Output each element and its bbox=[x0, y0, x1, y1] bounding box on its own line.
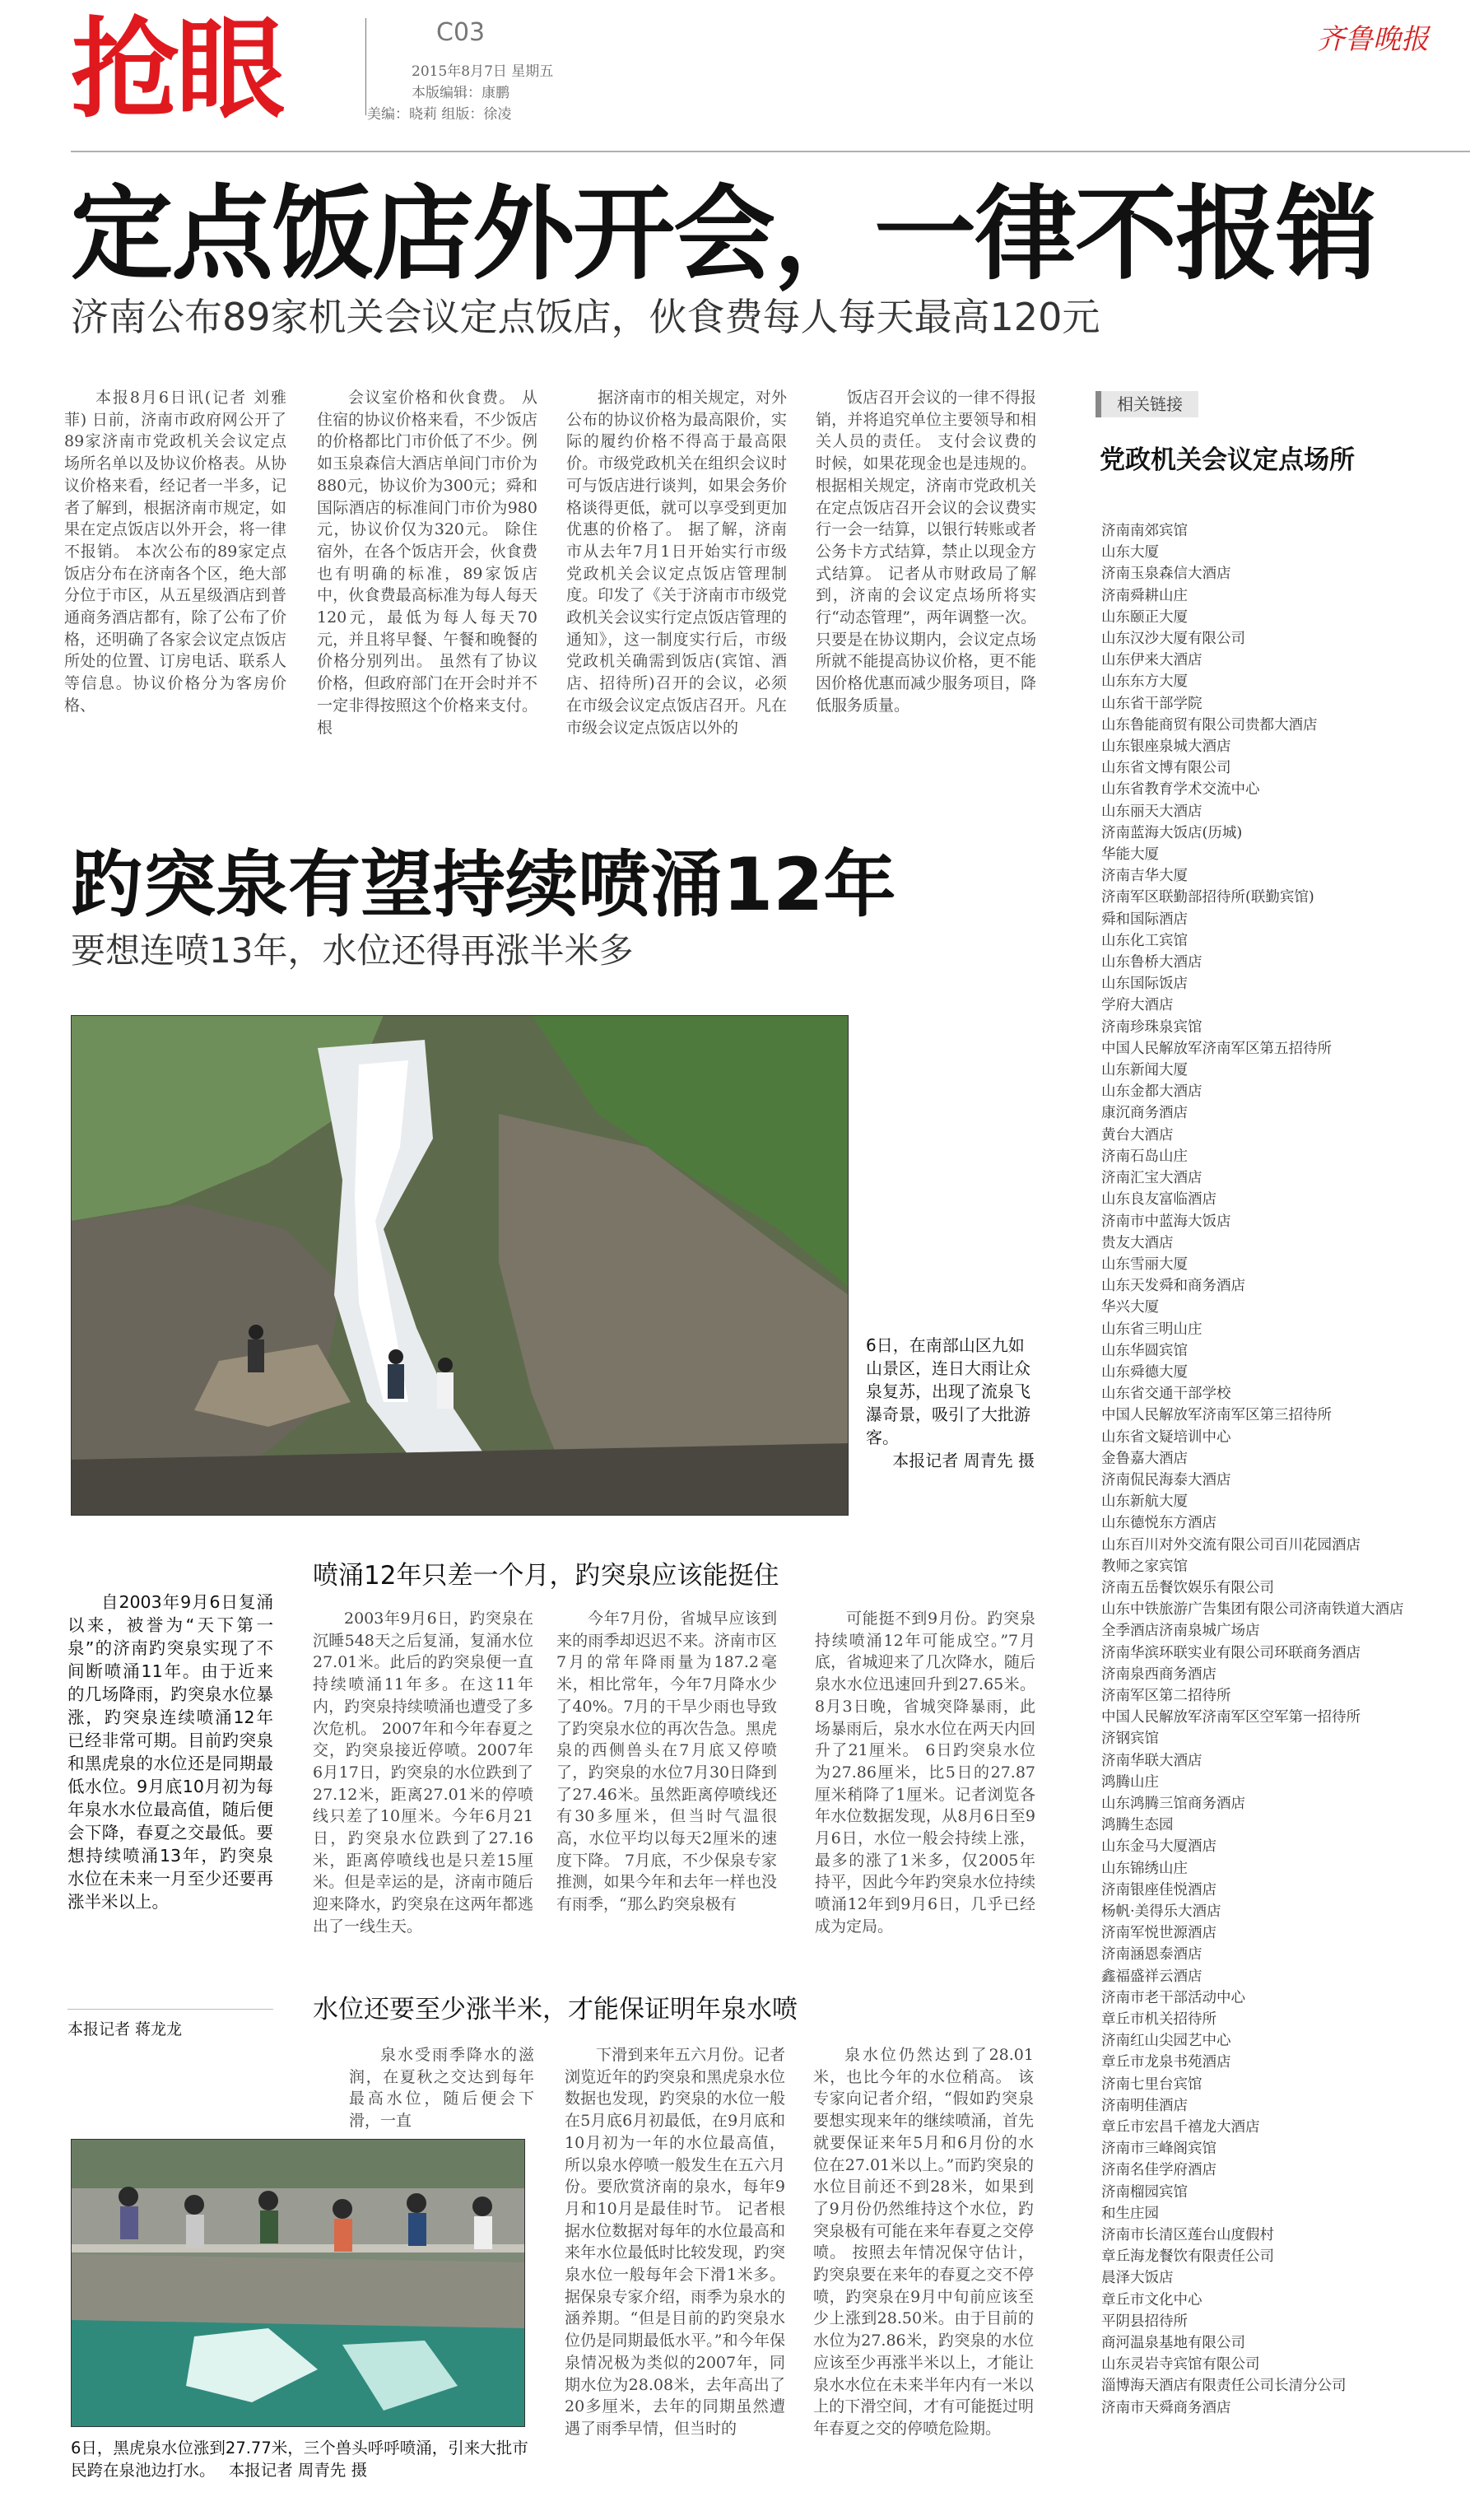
venue-item: 山东国际饭店 bbox=[1101, 976, 1188, 993]
venue-item: 山东颐正大厦 bbox=[1101, 608, 1188, 626]
story1-column-3: 据济南市的相关规定，对外公布的协议价格为最高限价，实际的履约价格不得高于最高限价。市级党政机关在组织会议时可与饭店进行谈判，如果会务价格谈得更低，就可以享受到更加优惠的价格了。 据了解，济南市从去年7月1日开始实行市级党政机关会议定点饭店管理制度。印发了《关于济南市市级党政机关会议实行定点饭店管理的通知》，这一制度实行后，市级党政机关确需到饭店(宾馆、酒店、招待所)召开的会议，必须在市级会议定点饭店召开。凡在市级会议定点饭店以外的 bbox=[566, 389, 787, 737]
venue-item: 山东省文疑培训中心 bbox=[1101, 1428, 1231, 1446]
waterfall-photo bbox=[71, 1015, 849, 1516]
venue-item: 教师之家宾馆 bbox=[1101, 1558, 1188, 1575]
venue-item: 山东鲁桥大酒店 bbox=[1101, 954, 1203, 971]
venue-item: 济南七里台宾馆 bbox=[1101, 2075, 1203, 2093]
venue-item: 山东鸿腾三馆商务酒店 bbox=[1101, 1795, 1245, 1812]
story2-subheadline: 要想连喷13年，水位还得再涨半米多 bbox=[71, 930, 634, 971]
venue-list bbox=[1101, 520, 1472, 2419]
venue-item: 山东中铁旅游广告集团有限公司济南铁道大酒店 bbox=[1101, 1601, 1404, 1619]
venue-item: 章丘海龙餐饮有限责任公司 bbox=[1101, 2248, 1274, 2266]
story1-column-4: 饭店召开会议的一律不得报销，并将追究单位主要领导和相关人员的责任。 支付会议费的时候，如果花现金也是违规的。根据相关规定，济南市党政机关在定点饭店召开会议的会议费实行一会一结算，以银行转账或者公务卡方式结算，禁止以现金方式结算。 记者从市财政局了解到，济南的会议定点场所将实行“动态管理”，两年调整一次。只要是在协议期内，会议定点场所就不能提高协议价格，更不能因价格优惠而减少服务项目，降低服务质量。 bbox=[816, 389, 1036, 715]
venue-item: 康沉商务酒店 bbox=[1101, 1105, 1188, 1122]
venue-item: 山东百川对外交流有限公司百川花园酒店 bbox=[1101, 1536, 1361, 1554]
venue-item: 山东大厦 bbox=[1101, 544, 1159, 561]
waterfall-credit: 本报记者 周青先 摄 bbox=[892, 1451, 1035, 1470]
story1-column-1: 本报8月6日讯(记者 刘雅菲) 日前，济南市政府网公开了89家济南市党政机关会议定点场所名单以及协议价格表。从协议价格来看，经记者一半多，记者了解到，根据济南市规定，如果在定点饭店以外开会，将一律不报销。 本次公布的89家定点饭店分布在济南各个区，绝大部分位于市区，从五星级酒店到普通商务酒店都有，除了公布了价格，还明确了各家会议定点饭店所处的位置、订房电话、联系人等信息。协议价格分为客房价格、 bbox=[64, 389, 286, 715]
venue-item: 华能大厦 bbox=[1101, 846, 1159, 864]
venue-item: 山东华圆宾馆 bbox=[1101, 1342, 1188, 1359]
venue-item: 华兴大厦 bbox=[1101, 1299, 1159, 1316]
venue-item: 山东丽天大酒店 bbox=[1101, 803, 1203, 820]
venue-item: 山东伊来大酒店 bbox=[1101, 652, 1203, 669]
venue-item: 济南华联大酒店 bbox=[1101, 1752, 1203, 1769]
page-number: C03 bbox=[436, 18, 486, 47]
venue-item: 山东新航大厦 bbox=[1101, 1493, 1188, 1511]
venue-item: 济南军悦世源酒店 bbox=[1101, 1925, 1217, 1942]
venue-item: 济南五岳餐饮娱乐有限公司 bbox=[1101, 1579, 1274, 1596]
venue-item: 山东新闻大厦 bbox=[1101, 1062, 1188, 1079]
story2-s1-column-2: 今年7月份，省城早应该到来的雨季却迟迟不来。济南市区7月的常年降雨量为187.2毫米，相比常年，今年7月降水少了40%。7月的干旱少雨也导致了趵突泉水位的再次告急。黑虎泉的西侧兽头在7月底又停喷了，趵突泉的水位7月30日降到了27.46米。虽然距离停喷线还有30多厘米，但当时气温很高，水位平均以每天2厘米的速度下降。 7月底，不少保泉专家推测，如果今年和去年一样也没有雨季，“那么趵突泉极有 bbox=[556, 1610, 777, 1914]
story2-s1-column-1: 2003年9月6日，趵突泉在沉睡548天之后复涌，复涌水位27.01米。此后的趵突泉便一直持续喷涌11年多。在这11年内，趵突泉持续喷涌也遭受了多次危机。 2007年和今年春夏之交，趵突泉接近停喷。2007年6月17日，趵突泉的水位跌到了27.12米，距离27.01米的停喷线只差了10厘米。今年6月21日，趵突泉水位跌到了27.16米，距离停喷线也是只差15厘米。但是幸运的是，济南市随后迎来降水，趵突泉在这两年都逃出了一线生天。 bbox=[313, 1610, 533, 1936]
story2-s2-column-3: 泉水位仍然达到了28.01米，也比今年的水位稍高。 该专家向记者介绍，“假如趵突泉要想实现来年的继续喷涌，首先就要保证来年5月和6月份的水位在27.01米以上。”而趵突泉的水位目前还不到28米，如果到了9月份仍然维持这个水位，趵突泉极有可能在来年春夏之交停喷。 按照去年情况保守估计，趵突泉要在来年的春夏之交不停喷，趵突泉在9月中旬前应该至少上涨到28.50米。由于目前的水位为27.86米，趵突泉的水位应该至少再涨半米以上，才能让泉水水位在未来半年内有一米以上的下滑空间，才有可能挺过明年春夏之交的停喷危险期。 bbox=[813, 2046, 1034, 2438]
editor-line: 本版编辑：康鹏 bbox=[412, 85, 509, 101]
venue-item: 山东金都大酒店 bbox=[1101, 1083, 1203, 1101]
sidebar-tag: 相关链接 bbox=[1101, 391, 1198, 417]
venue-item: 平阴县招待所 bbox=[1101, 2313, 1188, 2330]
spring-caption-box bbox=[71, 2437, 532, 2507]
venue-item: 济南汇宝大酒店 bbox=[1101, 1170, 1203, 1187]
venue-item: 山东省交通干部学校 bbox=[1101, 1386, 1231, 1403]
venue-item: 商河温泉基地有限公司 bbox=[1101, 2335, 1245, 2352]
story2-s2-column-1: 泉水受雨季降水的滋润，在夏秋之交达到每年最高水位，随后便会下滑，一直 bbox=[349, 2046, 534, 2131]
waterfall-illustration bbox=[71, 1015, 849, 1516]
date-line: 2015年8月7日 星期五 bbox=[412, 63, 554, 80]
venue-item: 章丘市机关招待所 bbox=[1101, 2011, 1217, 2029]
venue-item: 济南市长清区莲台山度假村 bbox=[1101, 2227, 1274, 2244]
venue-item: 章丘市龙泉书苑酒店 bbox=[1101, 2054, 1231, 2071]
venue-item: 中国人民解放军济南军区第五招待所 bbox=[1101, 1040, 1332, 1057]
venue-item: 黄台大酒店 bbox=[1101, 1126, 1174, 1144]
venue-item: 山东鲁能商贸有限公司贵都大酒店 bbox=[1101, 716, 1318, 734]
venue-item: 山东德悦东方酒店 bbox=[1101, 1515, 1217, 1532]
venue-item: 全季酒店济南泉城广场店 bbox=[1101, 1623, 1260, 1640]
venue-item: 山东省文博有限公司 bbox=[1101, 760, 1231, 777]
story2-reporter: 本报记者 蒋龙龙 bbox=[67, 2020, 183, 2038]
venue-item: 晨泽大饭店 bbox=[1101, 2270, 1174, 2287]
story2-headline: 趵突泉有望持续喷涌12年 bbox=[71, 842, 896, 927]
spring-illustration bbox=[71, 2139, 525, 2427]
venue-item: 学府大酒店 bbox=[1101, 997, 1174, 1014]
venue-item: 金鲁嘉大酒店 bbox=[1101, 1450, 1188, 1467]
venue-item: 济南军区联勤部招待所(联勤宾馆) bbox=[1101, 889, 1314, 906]
venue-item: 山东良友富临酒店 bbox=[1101, 1191, 1217, 1209]
venue-item: 章丘市宏昌千禧龙大酒店 bbox=[1101, 2119, 1260, 2136]
story2-subhead-1: 喷涌12年只差一个月，趵突泉应该能挺住 bbox=[313, 1561, 779, 1591]
venue-item: 济南华滨环联实业有限公司环联商务酒店 bbox=[1101, 1644, 1361, 1661]
story2-lead: 自2003年9月6日复涌以来，被誉为“天下第一泉”的济南趵突泉实现了不间断喷涌11年。由于近来的几场降雨，趵突泉水位暴涨，趵突泉连续喷涌12年已经非常可期。目前趵突泉和黑虎泉的水位还是同期最低水位。9月底10月初为每年泉水水位最高值，随后便会下降，春夏之交最低。要想持续喷涌13年，趵突泉水位在未来一月至少还要再涨半米以上。 bbox=[67, 1592, 273, 1912]
venue-item: 山东汉沙大厦有限公司 bbox=[1101, 631, 1245, 648]
venue-item: 鑫福盛祥云酒店 bbox=[1101, 1968, 1203, 1985]
waterfall-caption: 6日，在南部山区九如山景区，连日大雨让众泉复苏，出现了流泉飞瀑奇景，吸引了大批游客。 bbox=[866, 1335, 1030, 1447]
venue-item: 济南舜耕山庄 bbox=[1101, 587, 1188, 604]
spring-caption: 6日，黑虎泉水位涨到27.77米，三个兽头呼呼喷涌，引来大批市民跨在泉池边打水。 bbox=[71, 2439, 528, 2480]
venue-item: 山东省教育学术交流中心 bbox=[1101, 781, 1260, 799]
venue-item: 山东舜德大厦 bbox=[1101, 1363, 1188, 1381]
venue-item: 济南红山尖园艺中心 bbox=[1101, 2033, 1231, 2050]
venue-item: 章丘市文化中心 bbox=[1101, 2291, 1203, 2308]
venue-item: 济南榴园宾馆 bbox=[1101, 2183, 1188, 2201]
story1-subheadline: 济南公布89家机关会议定点饭店，伙食费每人每天最高120元 bbox=[71, 295, 1100, 339]
venue-item: 济南吉华大厦 bbox=[1101, 868, 1188, 885]
venue-item: 鸿腾生态园 bbox=[1101, 1817, 1174, 1834]
venue-item: 鸿腾山庄 bbox=[1101, 1773, 1159, 1791]
venue-item: 贵友大酒店 bbox=[1101, 1234, 1174, 1251]
venue-item: 济南珍珠泉宾馆 bbox=[1101, 1018, 1203, 1036]
black-tiger-spring-photo bbox=[71, 2139, 525, 2427]
story1-column-2: 会议室价格和伙食费。 从住宿的协议价格来看，不少饭店的价格都比门市价低了不少。例如玉泉森信大酒店单间门市价为880元，协议价为300元；舜和国际酒店的标准间门市价为980元，协议价仅为320元。 除住宿外，在各个饭店开会，伙食费也有明确的标准，89家饭店中，伙食费最高标准为每人每天120元，最低为每人每天70元，并且将早餐、午餐和晚餐的价格分别列出。 虽然有了协议价格，但政府部门在开会时并不一定非得按照这个价格来支付。根 bbox=[317, 389, 537, 737]
waterfall-caption-box bbox=[866, 1334, 1035, 1500]
story1-headline: 定点饭店外开会，一律不报销 bbox=[71, 175, 1377, 294]
design-line: 美编：晓莉 组版：徐凌 bbox=[367, 106, 512, 123]
venue-item: 山东灵岩寺宾馆有限公司 bbox=[1101, 2356, 1260, 2374]
venue-item: 淄博海天酒店有限责任公司长清分公司 bbox=[1101, 2378, 1347, 2395]
venue-item: 山东化工宾馆 bbox=[1101, 932, 1188, 949]
venue-item: 中国人民解放军济南军区空军第一招待所 bbox=[1101, 1709, 1361, 1726]
venue-item: 杨帆·美得乐大酒店 bbox=[1101, 1903, 1221, 1920]
masthead-divider bbox=[365, 18, 366, 115]
story2-s2-column-2: 下滑到来年五六月份。记者浏览近年的趵突泉和黑虎泉水位数据也发现，趵突泉的水位一般在5月底6月初最低，在9月底和10月初为一年的水位最高值，所以泉水停喷一般发生在五六月份。要欣赏济南的泉水，每年9月和10月是最佳时节。 记者根据水位数据对每年的水位最高和来年水位最低时比较发现，趵突泉水位一般每年会下滑1米多。据保泉专家介绍，雨季为泉水的涵养期。“但是目前的趵突泉水位仍是同期最低水平。”和今年保泉情况极为类似的2007年，同期水位为28.08米，去年高出了20多厘米，去年的同期虽然遭遇了雨季早情，但当时的 bbox=[565, 2046, 785, 2438]
venue-item: 山东雪丽大厦 bbox=[1101, 1256, 1188, 1273]
top-rule bbox=[71, 151, 1470, 152]
sidebar-title: 党政机关会议定点场所 bbox=[1100, 445, 1355, 475]
story2-s1-column-3: 可能挺不到9月份。趵突泉持续喷涌12年可能成空。”7月底，省城迎来了几次降水，随后泉水水位迅速回升到27.65米。8月3日晚，省城突降暴雨，此场暴雨后，泉水水位在两天内回升了21厘米。 6日趵突泉水位为27.86厘米，比5日的27.87厘米稍降了1厘米。记者浏览各年水位数据发现，从8月6日至9月6日，水位一般会持续上涨，最多的涨了1米多，仅2005年持平，因此今年趵突泉水位持续喷涌12年到9月6日，几乎已经成为定局。 bbox=[815, 1610, 1035, 1936]
lead-divider bbox=[67, 2009, 273, 2010]
venue-item: 济钢宾馆 bbox=[1101, 1731, 1159, 1748]
venue-item: 山东锦绣山庄 bbox=[1101, 1860, 1188, 1877]
venue-item: 济南军区第二招待所 bbox=[1101, 1687, 1231, 1704]
venue-item: 山东金马大厦酒店 bbox=[1101, 1838, 1217, 1856]
venue-item: 济南南郊宾馆 bbox=[1101, 523, 1188, 539]
venue-item: 山东银座泉城大酒店 bbox=[1101, 738, 1231, 756]
venue-item: 济南明佳酒店 bbox=[1101, 2097, 1188, 2114]
venue-item: 山东省三明山庄 bbox=[1101, 1321, 1203, 1338]
venue-item: 济南银座佳悦酒店 bbox=[1101, 1881, 1217, 1898]
venue-item: 济南石岛山庄 bbox=[1101, 1148, 1188, 1165]
venue-item: 济南侃民海泰大酒店 bbox=[1101, 1471, 1231, 1488]
venue-item: 和生庄园 bbox=[1101, 2205, 1159, 2222]
venue-item: 济南市天舜商务酒店 bbox=[1101, 2399, 1231, 2416]
venue-item: 济南蓝海大饭店(历城) bbox=[1101, 824, 1243, 841]
venue-item: 山东天发舜和商务酒店 bbox=[1101, 1278, 1245, 1295]
paper-logo: 齐鲁晚报 bbox=[1317, 23, 1429, 56]
venue-item: 济南名佳学府酒店 bbox=[1101, 2162, 1217, 2179]
sidebar-tag-marker bbox=[1096, 391, 1101, 417]
venue-item: 山东东方大厦 bbox=[1101, 673, 1188, 691]
venue-item: 济南泉西商务酒店 bbox=[1101, 1665, 1217, 1683]
spring-credit: 本报记者 周青先 摄 bbox=[228, 2461, 368, 2480]
story2-subhead-2: 水位还要至少涨半米，才能保证明年泉水喷 bbox=[313, 1995, 798, 2024]
venue-item: 济南涵恩泰酒店 bbox=[1101, 1946, 1203, 1964]
venue-item: 济南玉泉森信大酒店 bbox=[1101, 566, 1231, 583]
venue-item: 中国人民解放军济南军区第三招待所 bbox=[1101, 1407, 1332, 1424]
venue-item: 舜和国际酒店 bbox=[1101, 911, 1188, 928]
section-title: 抢眼 bbox=[71, 7, 281, 133]
venue-item: 济南市三峰阁宾馆 bbox=[1101, 2141, 1217, 2158]
venue-item: 山东省干部学院 bbox=[1101, 695, 1203, 712]
venue-item: 济南市老干部活动中心 bbox=[1101, 1989, 1245, 2006]
venue-item: 济南市中蓝海大饭店 bbox=[1101, 1213, 1231, 1230]
